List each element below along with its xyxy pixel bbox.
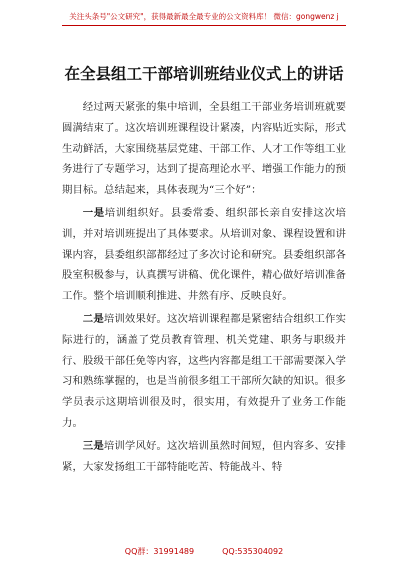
contact-footer — [0, 546, 408, 557]
point-text: 培训组织好。县委常委、组织部长亲自安排这次培训，并对培训班提出了具体要求。从培训对象、课程设置和讲课内容，县委组织部都经过了多次讨论和研究。县委组织部各股室积极参与，认真撰写讲稿、优化课件，精心做好培训准备工作。整个培训顺利推进、井然有序、反映良好。 — [62, 206, 347, 303]
intro-paragraph: 经过两天紧张的集中培训，全县组工干部业务培训班就要圆满结束了。这次培训班课程设计紧凑，内容贴近实际，形式生动鲜活，大家围绕基层党建、干部工作、人才工作等组工业务进行了专题学习，达到了提高理论水平、增强工作能力的预期目标。总结起来，具体表现为“三个好”： — [62, 101, 346, 197]
point-lead: 三是 — [82, 439, 104, 452]
point-text: 培训学风好。这次培训虽然时间短，但内容多、安排紧，大家发扬组工干部特能吃苦、特能战斗、特 — [62, 439, 346, 473]
document-body — [62, 97, 346, 477]
point-paragraph-3 — [62, 436, 346, 478]
promo-banner: 关注头条号"公文研究"，获得最新最全最专业的公文资料库！ 微信：gongwenz j — [62, 8, 346, 26]
point-text: 培训效果好。这次培训课程都是紧密结合组织工作实际进行的，涵盖了党员教育管理、机关党建、职务与职级并行、股级干部任免等内容，这些内容都是组工干部需要深入学习和熟练掌握的，也是当前很多组工干部所欠缺的知识。很多学员表示这期培训很及时，很实用，有效提升了业务工作能力。 — [62, 312, 346, 429]
qq-group-label: QQ群：31991489 — [124, 547, 195, 556]
document-title: 在全县组工干部培训班结业仪式上的讲话 — [64, 65, 344, 83]
point-paragraph-1 — [62, 203, 346, 307]
point-paragraph-2 — [62, 309, 346, 434]
point-lead: 一是 — [82, 206, 105, 219]
point-lead: 二是 — [82, 312, 104, 325]
qq-label: QQ:535304092 — [222, 547, 284, 556]
